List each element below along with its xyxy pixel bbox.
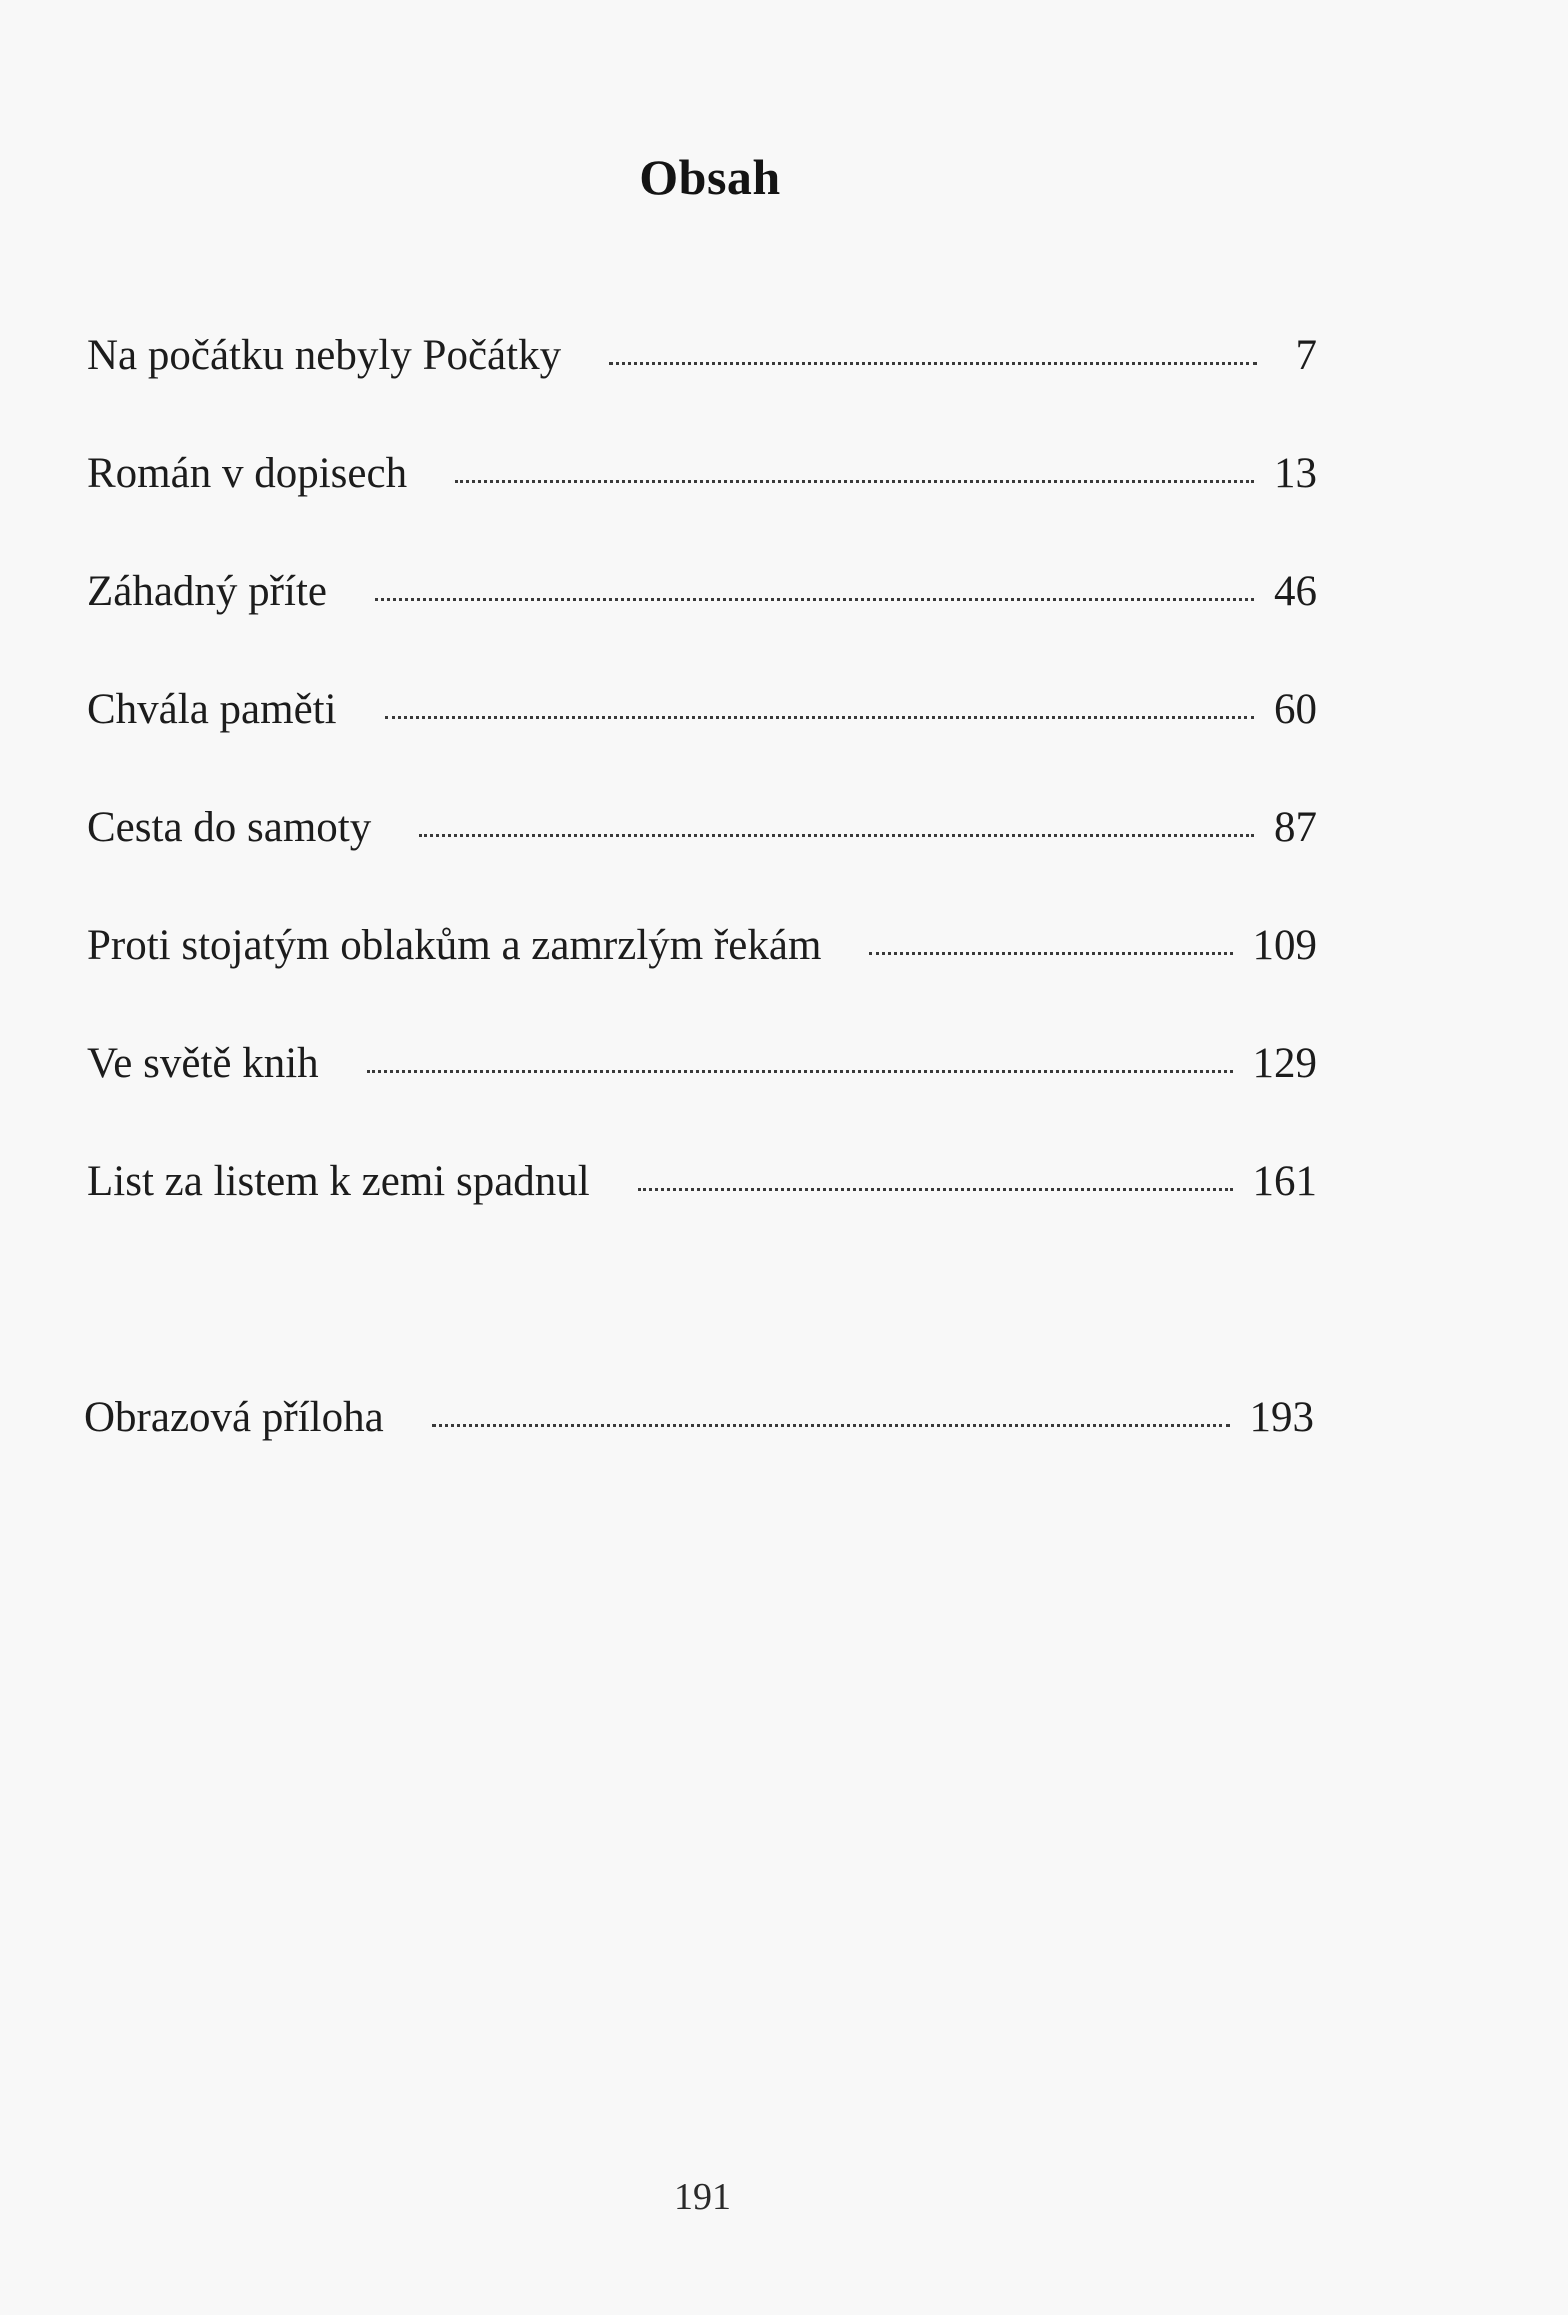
page-number: 191 (674, 2176, 731, 2218)
toc-entry (87, 564, 1317, 620)
toc-entry (87, 328, 1317, 384)
toc-entry-page: 46 (1274, 568, 1317, 615)
toc-entry-title: Román v dopisech (87, 450, 408, 497)
toc-entry-page: 87 (1274, 804, 1317, 851)
toc-entry-title: Ve světě knih (87, 1040, 319, 1087)
dot-leader (638, 1188, 1233, 1191)
dot-leader (385, 716, 1254, 719)
toc-entry (87, 1154, 1317, 1210)
toc-entry (87, 682, 1317, 738)
page-title: Obsah (639, 149, 781, 205)
toc-entry-page: 129 (1252, 1040, 1317, 1087)
toc-entry (87, 918, 1317, 974)
toc-entry-page: 193 (1249, 1394, 1314, 1441)
toc-entry (87, 1036, 1317, 1092)
toc-entry-title: Cesta do samoty (87, 804, 372, 851)
toc-entry-page: 161 (1252, 1158, 1317, 1205)
dot-leader (609, 362, 1257, 365)
toc-entry-page: 109 (1252, 922, 1317, 969)
dot-leader (432, 1424, 1230, 1427)
toc-entry-title: Proti stojatým oblakům a zamrzlým řekám (87, 922, 822, 969)
toc-entry-page: 13 (1274, 450, 1317, 497)
dot-leader (367, 1070, 1233, 1073)
toc-entry-title: Obrazová příloha (84, 1394, 384, 1441)
toc-entry (87, 446, 1317, 502)
dot-leader (869, 952, 1232, 955)
dot-leader (455, 480, 1254, 483)
toc-entry-title: Chvála paměti (87, 686, 337, 733)
toc-entry-title: Záhadný příte (87, 568, 327, 615)
toc-entry-page: 7 (1295, 332, 1317, 379)
dot-leader (419, 834, 1254, 837)
toc-entry (87, 800, 1317, 856)
toc-entry-title: List za listem k zemi spadnul (87, 1158, 590, 1205)
toc-entry-appendix (84, 1390, 1314, 1446)
toc-entry-title: Na počátku nebyly Počátky (87, 332, 562, 379)
dot-leader (375, 598, 1254, 601)
toc-entry-page: 60 (1274, 686, 1317, 733)
